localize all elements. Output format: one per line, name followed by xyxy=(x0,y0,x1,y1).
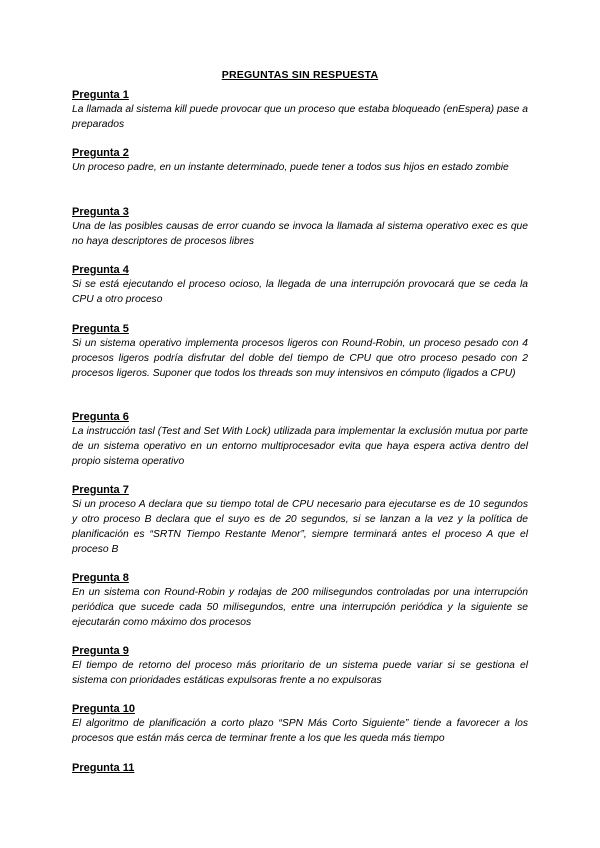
document-title: PREGUNTAS SIN RESPUESTA xyxy=(221,69,379,81)
question-text: Si se está ejecutando el proceso ocioso, la llegada de una interrupción provocará que se ceda la CPU a otro proceso xyxy=(72,279,528,305)
question-text: La llamada al sistema kill puede provocar que un proceso que estaba bloqueado (enEspera) pase a preparados xyxy=(72,104,528,130)
question-text: Una de las posibles causas de error cuando se invoca la llamada al sistema operativo exec es que no haya descriptores de procesos libres xyxy=(72,221,528,247)
question-text: Un proceso padre, en un instante determinado, puede tener a todos sus hijos en estado zombie xyxy=(72,162,509,173)
question-title: Pregunta 8 xyxy=(72,572,129,584)
question-3 xyxy=(72,205,528,249)
question-text: Si un sistema operativo implementa procesos ligeros con Round-Robin, un proceso pesado con 4 procesos ligeros podría disfrutar del doble del tiempo de CPU que otro proceso pesado con 2 procesos ligeros. Suponer que todos los threads son muy intensivos en cómputo (ligados a CPU) xyxy=(72,338,528,379)
question-10 xyxy=(72,702,528,746)
question-1 xyxy=(72,88,528,132)
question-title: Pregunta 5 xyxy=(72,323,129,335)
question-8 xyxy=(72,571,528,630)
question-title: Pregunta 2 xyxy=(72,147,129,159)
question-6 xyxy=(72,410,528,469)
question-title: Pregunta 10 xyxy=(72,703,135,715)
question-title: Pregunta 1 xyxy=(72,89,129,101)
question-5 xyxy=(72,322,528,381)
question-text: La instrucción tasl (Test and Set With Lock) utilizada para implementar la exclusión mutua por parte de un sistema operativo en un entorno multiprocesador evita que haya espera activa dentro del propio sistema operativo xyxy=(72,426,528,467)
question-text: El tiempo de retorno del proceso más prioritario de un sistema puede variar si se gestiona el sistema con prioridades estáticas expulsoras frente a no expulsoras xyxy=(72,660,528,686)
question-11 xyxy=(72,761,528,775)
question-9 xyxy=(72,644,528,688)
question-title: Pregunta 4 xyxy=(72,264,129,276)
question-4 xyxy=(72,263,528,307)
question-title: Pregunta 9 xyxy=(72,645,129,657)
question-2 xyxy=(72,146,528,175)
question-title: Pregunta 3 xyxy=(72,206,129,218)
question-7 xyxy=(72,483,528,557)
question-title: Pregunta 7 xyxy=(72,484,129,496)
question-title: Pregunta 11 xyxy=(72,762,135,774)
question-text: El algoritmo de planificación a corto plazo “SPN Más Corto Siguiente” tiende a favorecer a los procesos que están más cerca de terminar frente a los que les queda más tiempo xyxy=(72,718,528,744)
question-title: Pregunta 6 xyxy=(72,411,129,423)
question-text: Si un proceso A declara que su tiempo total de CPU necesario para ejecutarse es de 10 segundos y otro proceso B declara que el suyo es de 20 segundos, si se lanzan a la vez y la política de planificación es “SRTN Tiempo Restante Menor”, siempre terminará antes el proceso A que el proceso B xyxy=(72,499,528,555)
question-text: En un sistema con Round-Robin y rodajas de 200 milisegundos controladas por una interrupción periódica que sucede cada 50 milisegundos, entre una interrupción periódica y la siguiente se ejecutarán como máximo dos procesos xyxy=(72,587,528,628)
